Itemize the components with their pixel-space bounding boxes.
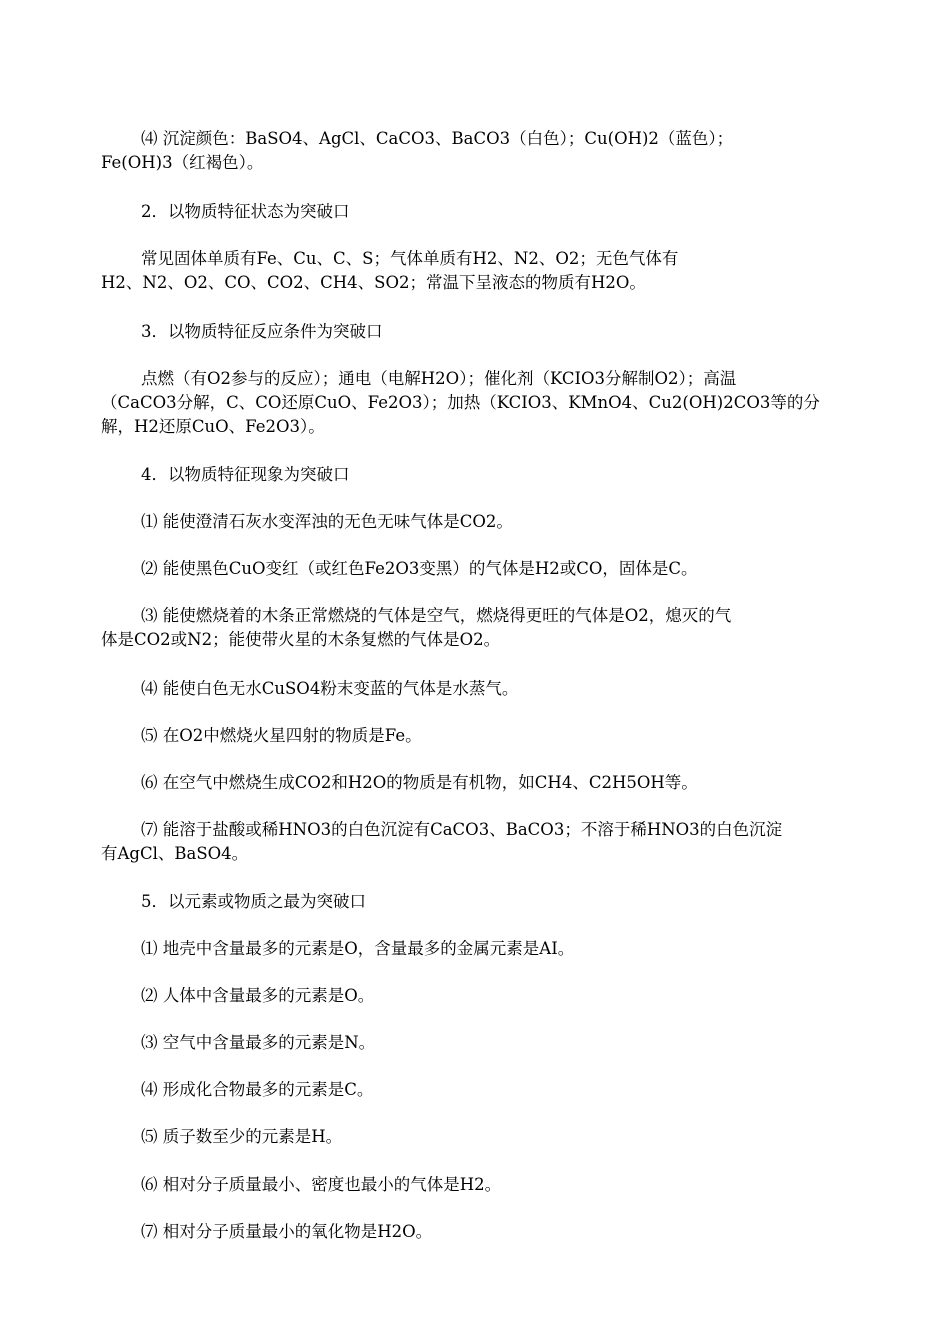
text-line: ⑸ 质子数至少的元素是H。: [141, 1127, 343, 1146]
list-item: [101, 818, 831, 866]
section-heading-2: [101, 200, 831, 224]
list-item: [101, 937, 831, 961]
paragraph-precipitate-colors: [101, 127, 831, 175]
text-line: ⑺ 能溶于盐酸或稀HNO3的白色沉淀有CaCO3、BaCO3；不溶于稀HNO3的白色沉淀: [141, 820, 783, 839]
list-item: [101, 984, 831, 1008]
paragraph-common-substances: [101, 247, 831, 295]
text-line: ⑷ 形成化合物最多的元素是C。: [141, 1080, 374, 1099]
list-item: [101, 557, 831, 581]
list-item: [101, 1031, 831, 1055]
text-line: ⑶ 空气中含量最多的元素是N。: [141, 1033, 376, 1052]
list-item: [101, 510, 831, 534]
text-line: ⑺ 相对分子质量最小的氧化物是H2O。: [141, 1222, 433, 1241]
text-line: ⑷ 沉淀颜色：BaSO4、AgCl、CaCO3、BaCO3（白色）；Cu(OH)2（蓝色）；: [141, 129, 734, 148]
text-line: ⑴ 能使澄清石灰水变浑浊的无色无味气体是CO2。: [141, 512, 513, 531]
text-line: ⑵ 能使黑色CuO变红（或红色Fe2O3变黑）的气体是H2或CO，固体是C。: [141, 559, 698, 578]
list-item: [101, 1220, 831, 1244]
text-line: ⑹ 相对分子质量最小、密度也最小的气体是H2。: [141, 1175, 502, 1194]
list-item: [101, 1125, 831, 1149]
text-line: （CaCO3分解，C、CO还原CuO、Fe2O3）；加热（KCIO3、KMnO4、Cu2(OH)2CO3等的分: [101, 393, 820, 412]
list-item: [101, 1173, 831, 1197]
text-line: ⑴ 地壳中含量最多的元素是O，含量最多的金属元素是AI。: [141, 939, 575, 958]
list-item: [101, 1078, 831, 1102]
text-line: Fe(OH)3（红褐色）。: [101, 153, 264, 172]
text-line: ⑶ 能使燃烧着的木条正常燃烧的气体是空气，燃烧得更旺的气体是O2，熄灭的气: [141, 606, 732, 625]
text-line: 体是CO2或N2；能使带火星的木条复燃的气体是O2。: [101, 630, 501, 649]
heading-text: 3．以物质特征反应条件为突破口: [141, 322, 383, 341]
text-line: 解，H2还原CuO、Fe2O3）。: [101, 417, 325, 436]
section-heading-5: [101, 890, 831, 914]
text-line: 有AgCl、BaSO4。: [101, 844, 249, 863]
text-line: 常见固体单质有Fe、Cu、C、S；气体单质有H2、N2、O2；无色气体有: [141, 249, 679, 268]
paragraph-reaction-conditions: [101, 367, 831, 439]
section-heading-3: [101, 320, 831, 344]
section-heading-4: [101, 463, 831, 487]
list-item: [101, 771, 831, 795]
heading-text: 2．以物质特征状态为突破口: [141, 202, 350, 221]
list-item: [101, 677, 831, 701]
list-item: [101, 604, 831, 652]
list-item: [101, 724, 831, 748]
text-line: 点燃（有O2参与的反应）；通电（电解H2O）；催化剂（KCIO3分解制O2）；高温: [141, 369, 737, 388]
heading-text: 5．以元素或物质之最为突破口: [141, 892, 366, 911]
text-line: ⑵ 人体中含量最多的元素是O。: [141, 986, 375, 1005]
text-line: ⑷ 能使白色无水CuSO4粉末变蓝的气体是水蒸气。: [141, 679, 519, 698]
heading-text: 4．以物质特征现象为突破口: [141, 465, 350, 484]
text-line: ⑸ 在O2中燃烧火星四射的物质是Fe。: [141, 726, 422, 745]
text-line: ⑹ 在空气中燃烧生成CO2和H2O的物质是有机物，如CH4、C2H5OH等。: [141, 773, 698, 792]
text-line: H2、N2、O2、CO、CO2、CH4、SO2；常温下呈液态的物质有H2O。: [101, 273, 646, 292]
